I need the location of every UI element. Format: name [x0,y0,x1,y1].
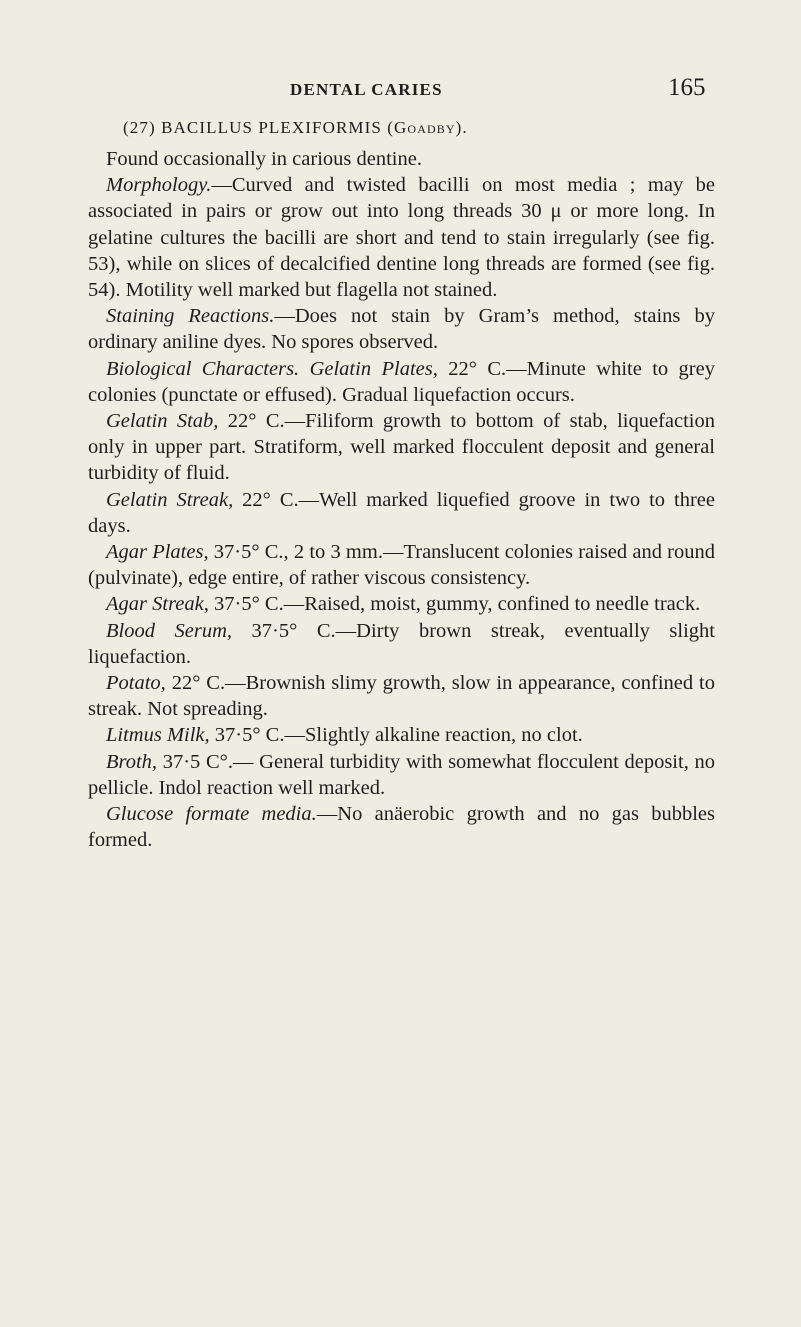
paragraph-text: 37·5° C.—Raised, moist, gummy, confined to needle track. [208,593,701,616]
section-title: BACILLUS PLEXIFORMIS [161,118,382,137]
paragraph-text: —Curved and twisted bacilli on most media ; may be associated in pairs or grow out into long threads 30 μ or more long. In gelatine cultures the bacilli are short and tend to stain irregularly (see fig. 53), while on slices of decalcified dentine long threads are formed (see fig. 54). Motility well marked but flagella not stained. [88,174,715,302]
paragraph-label: Biological Characters. Gelatin Plates, [106,357,438,380]
body-text [88,146,715,853]
paragraph-gelatin-streak [88,487,715,539]
paragraph-label: Gelatin Streak, [106,488,234,511]
paragraph-morphology [88,172,715,303]
paragraph-agar-streak [88,591,715,617]
paragraph-text: 22° C.—Well marked liquefied groove in two to three days. [88,488,715,537]
paragraph-text: 22° C.—Minute white to grey colonies (punctate or effused). Gradual liquefaction occurs. [88,357,715,406]
paragraph-text: 22° C.—Filiform growth to bottom of stab, liquefaction only in upper part. Stratiform, well marked flocculent deposit and general turbidity of fluid. [88,410,715,485]
paragraph-staining [88,303,715,355]
paragraph-intro [88,146,715,172]
paragraph-text: 22° C.—Brownish slimy growth, slow in appearance, confined to streak. Not spreading. [88,672,715,721]
paragraph-label: Glucose formate media. [106,803,317,826]
section-number: (27) [123,118,156,137]
paragraph-gelatin-plates [88,356,715,408]
paragraph-label: Gelatin Stab, [106,410,219,433]
paragraph-text: 37·5 C°.— General turbidity with somewhat flocculent deposit, no pellicle. Indol reaction well marked. [88,750,715,799]
paragraph-label: Blood Serum, [106,619,233,642]
paragraph-label: Staining Reactions. [106,305,275,328]
paragraph-label: Potato, [106,672,166,695]
paragraph-text: —No anäerobic growth and no gas bubbles formed. [88,803,716,852]
paragraph-agar-plates [88,539,715,591]
paragraph-label: Morphology. [106,174,212,197]
paragraph-label: Agar Streak, [106,593,209,616]
paragraph-text: 37·5° C.—Dirty brown streak, eventually slight liquefaction. [88,619,715,668]
paragraph-text: Found occasionally in carious dentine. [106,148,422,170]
running-head [0,74,801,110]
section-heading [123,118,468,138]
paragraph-gelatin-stab [88,408,715,487]
paragraph-broth [88,749,715,801]
paragraph-text: 37·5° C., 2 to 3 mm.—Translucent colonies raised and round (pulvinate), edge entire, of rather viscous consistency. [88,541,715,590]
paragraph-label: Litmus Milk, [106,724,210,747]
paragraph-blood-serum [88,618,715,670]
paragraph-glucose-formate [88,801,715,853]
section-author: (Goadby). [387,118,468,137]
paragraph-label: Agar Plates, [106,541,209,564]
page-number: 165 [668,74,706,101]
paragraph-litmus-milk [88,722,715,748]
running-title: DENTAL CARIES [290,80,443,99]
paragraph-text: —Does not stain by Gram’s method, stains by ordinary aniline dyes. No spores observed. [88,305,715,354]
paragraph-label: Broth, [106,750,158,773]
paragraph-text: 37·5° C.—Slightly alkaline reaction, no clot. [209,724,583,747]
paragraph-potato [88,670,715,722]
